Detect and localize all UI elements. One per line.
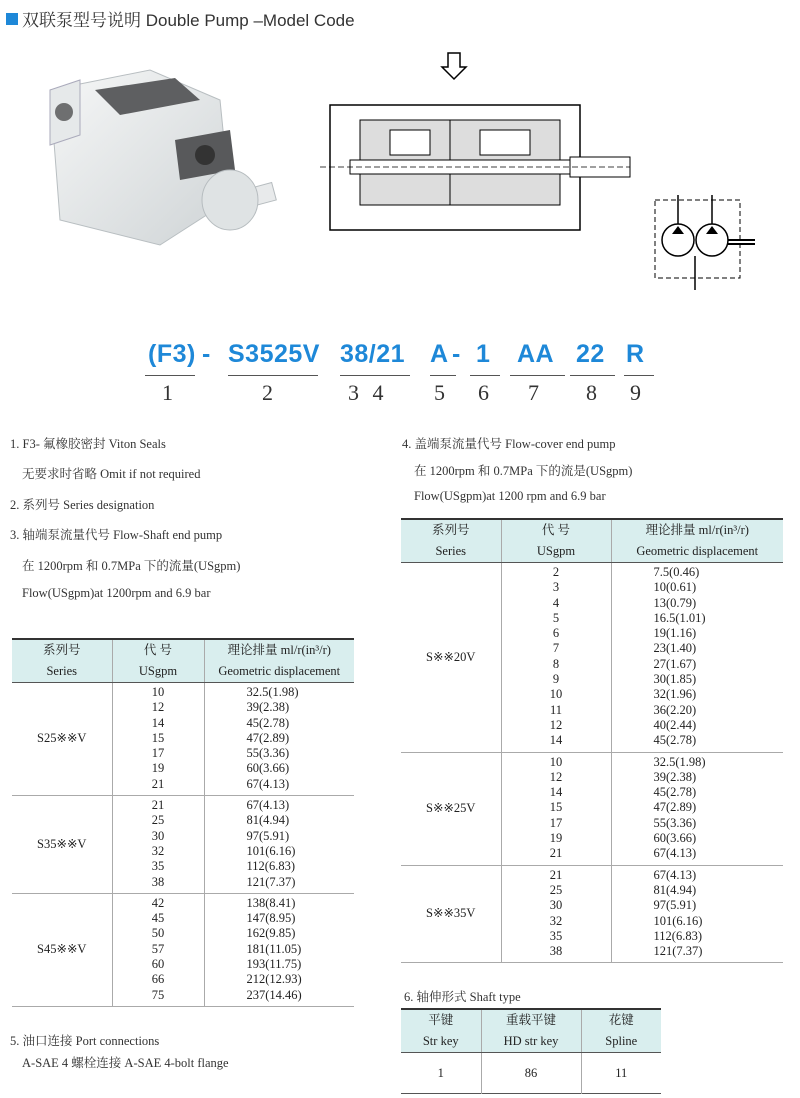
- flow-code: 57: [151, 941, 165, 956]
- displacement-value: 138(8.41): [246, 895, 296, 910]
- table-row: [401, 752, 783, 865]
- flow-code: 14: [549, 785, 563, 800]
- flow-code: 10: [549, 754, 563, 769]
- flow-code: 10: [549, 687, 563, 702]
- displacement-value: 7.5(0.46): [653, 565, 700, 579]
- series-header-cn: 系列号: [401, 519, 501, 541]
- displacement-value: 237(14.46): [246, 987, 302, 1002]
- note-2: 2. 系列号 Series designation: [10, 498, 155, 512]
- displacement-value: 60(3.66): [246, 761, 290, 776]
- displacement-value: 67(4.13): [246, 776, 290, 791]
- code-separator: -: [452, 340, 461, 368]
- shaft-value: 1: [401, 1053, 481, 1094]
- code-part-5: A: [430, 340, 449, 368]
- flow-code: 75: [151, 987, 165, 1002]
- disp-header-en: Geometric displacement: [204, 661, 354, 683]
- disp-header-cn: 理论排量 ml/r(in³/r): [204, 639, 354, 661]
- displacement-value: 32(1.96): [653, 687, 697, 702]
- flow-code: 12: [549, 717, 563, 732]
- flow-code: 30: [549, 898, 563, 913]
- disp-header-en: Geometric displacement: [611, 541, 783, 563]
- displacement-value: 32.5(1.98): [653, 754, 706, 769]
- code-header-cn: 代 号: [501, 519, 611, 541]
- shaft-header-cn: 花键: [581, 1009, 661, 1031]
- flow-code: 21: [549, 846, 563, 861]
- displacement-value: 67(4.13): [246, 798, 290, 813]
- shaft-type-table: [401, 1008, 661, 1094]
- code-part-2: S3525V: [228, 340, 320, 368]
- flow-code: 5: [552, 610, 560, 625]
- code-part-9: R: [626, 340, 645, 368]
- displacement-value: 19(1.16): [653, 626, 697, 641]
- flow-code: 19: [151, 761, 165, 776]
- shaft-header-cn: 平键: [401, 1009, 481, 1031]
- displacement-value: 67(4.13): [653, 867, 697, 882]
- flow-code: 21: [151, 798, 165, 813]
- flow-code: 25: [549, 882, 563, 897]
- note-4b: 在 1200rpm 和 0.7MPa 下的流是(USgpm): [414, 464, 633, 478]
- displacement-value: 60(3.66): [653, 831, 697, 846]
- flow-code: 3: [552, 580, 560, 595]
- displacement-value: 36(2.20): [653, 702, 697, 717]
- code-part-6: 1: [476, 340, 491, 368]
- code-part-7: AA: [517, 340, 555, 368]
- shaft-value: 86: [481, 1053, 581, 1094]
- shaft-end-flow-table: [12, 638, 354, 1007]
- flow-code: 19: [549, 831, 563, 846]
- displacement-value: 16.5(1.01): [653, 610, 706, 625]
- flow-code: 17: [549, 815, 563, 830]
- port-title: 5. 油口连接 Port connections: [10, 1034, 160, 1048]
- model-code: [140, 340, 660, 410]
- displacement-value: 45(2.78): [246, 715, 290, 730]
- flow-code: 60: [151, 957, 165, 972]
- note-1b: 无要求时省略 Omit if not required: [22, 467, 201, 481]
- displacement-value: 112(6.83): [653, 928, 702, 943]
- flow-code: 25: [151, 813, 165, 828]
- displacement-value: 101(6.16): [653, 913, 703, 928]
- flow-code: 21: [151, 776, 165, 791]
- series-name: S25※※V: [12, 683, 112, 796]
- code-index-1: 1: [162, 380, 173, 405]
- displacement-value: 47(2.89): [246, 730, 290, 745]
- displacement-value: 97(5.91): [653, 898, 697, 913]
- table-row: [12, 796, 354, 894]
- code-header-en: USgpm: [112, 661, 204, 683]
- displacement-value: 112(6.83): [246, 859, 295, 874]
- cross-section-drawing: [320, 45, 640, 245]
- displacement-value: 55(3.36): [246, 746, 290, 761]
- shaft-header-cn: 重载平键: [481, 1009, 581, 1031]
- displacement-value: 212(12.93): [246, 972, 302, 987]
- displacement-value: 23(1.40): [653, 641, 697, 656]
- series-name: S35※※V: [12, 796, 112, 894]
- flow-code: 6: [552, 626, 560, 641]
- note-4: 4. 盖端泵流量代号 Flow-cover end pump: [402, 437, 616, 451]
- hydraulic-symbol: [650, 190, 760, 300]
- code-index-2: 2: [262, 380, 273, 405]
- flow-code: 14: [549, 733, 563, 748]
- table-row: [401, 563, 783, 753]
- flow-arrow-icon: [442, 53, 466, 79]
- flow-code: 30: [151, 828, 165, 843]
- flow-code: 32: [151, 843, 165, 858]
- note-3c: Flow(USgpm)at 1200rpm and 6.9 bar: [22, 586, 211, 600]
- flow-code: 14: [151, 715, 165, 730]
- flow-code: 42: [151, 895, 165, 910]
- displacement-value: 97(5.91): [246, 828, 290, 843]
- flow-code: 9: [552, 672, 560, 687]
- series-name: S45※※V: [12, 893, 112, 1006]
- title-marker: [6, 13, 18, 25]
- code-part-8: 22: [576, 340, 605, 368]
- displacement-value: 45(2.78): [653, 785, 697, 800]
- displacement-value: 30(1.85): [653, 672, 697, 687]
- series-header-en: Series: [12, 661, 112, 683]
- displacement-value: 162(9.85): [246, 926, 296, 941]
- flow-code: 17: [151, 746, 165, 761]
- code-index-9: 9: [630, 380, 641, 405]
- shaft-type-title: 6. 轴伸形式 Shaft type: [404, 990, 521, 1004]
- port-line: A-SAE 4 螺栓连接 A-SAE 4-bolt flange: [22, 1056, 229, 1070]
- flow-code: 12: [549, 769, 563, 784]
- displacement-value: 47(2.89): [653, 800, 697, 815]
- page-title: [6, 6, 355, 31]
- flow-code: 10: [151, 685, 165, 699]
- displacement-value: 39(2.38): [246, 700, 290, 715]
- disp-header-cn: 理论排量 ml/r(in³/r): [611, 519, 783, 541]
- displacement-value: 181(11.05): [246, 941, 302, 956]
- table-row: [401, 865, 783, 963]
- flow-code: 45: [151, 911, 165, 926]
- displacement-value: 27(1.67): [653, 656, 697, 671]
- displacement-value: 101(6.16): [246, 843, 296, 858]
- series-name: S※※25V: [401, 752, 501, 865]
- flow-code: 32: [549, 913, 563, 928]
- cover-end-flow-table: [401, 518, 783, 963]
- shaft-value: 11: [615, 1066, 628, 1080]
- displacement-value: 121(7.37): [653, 944, 703, 959]
- displacement-value: 55(3.36): [653, 815, 697, 830]
- displacement-value: 193(11.75): [246, 957, 302, 972]
- code-index-8: 8: [586, 380, 597, 405]
- flow-code: 11: [549, 702, 563, 717]
- series-header-en: Series: [401, 541, 501, 563]
- code-part-3-4: 38/21: [340, 340, 406, 368]
- flow-code: 66: [151, 972, 165, 987]
- displacement-value: 147(8.95): [246, 911, 296, 926]
- flow-code: 2: [552, 565, 560, 579]
- shaft-header-en: Str key: [401, 1031, 481, 1053]
- displacement-value: 121(7.37): [246, 874, 296, 889]
- shaft-header-en: HD str key: [481, 1031, 581, 1053]
- displacement-value: 10(0.61): [653, 580, 697, 595]
- code-header-cn: 代 号: [112, 639, 204, 661]
- shaft-header-en: Spline: [581, 1031, 661, 1053]
- note-4c: Flow(USgpm)at 1200 rpm and 6.9 bar: [414, 489, 606, 503]
- page-title-text: 双联泵型号说明 Double Pump –Model Code: [22, 11, 355, 30]
- table-row: [12, 893, 354, 1006]
- flow-code: 15: [549, 800, 563, 815]
- series-header-cn: 系列号: [12, 639, 112, 661]
- displacement-value: 81(4.94): [246, 813, 290, 828]
- displacement-value: 39(2.38): [653, 769, 697, 784]
- series-name: S※※35V: [401, 865, 501, 963]
- code-separator: -: [202, 340, 211, 368]
- flow-code: 38: [151, 874, 165, 889]
- table-row: [12, 683, 354, 796]
- displacement-value: 81(4.94): [653, 882, 697, 897]
- flow-code: 50: [151, 926, 165, 941]
- code-index-3-4: 3 4: [348, 380, 384, 405]
- flow-code: 12: [151, 700, 165, 715]
- code-index-7: 7: [528, 380, 539, 405]
- flow-code: 35: [549, 928, 563, 943]
- displacement-value: 13(0.79): [653, 595, 697, 610]
- flow-code: 7: [552, 641, 560, 656]
- note-3b: 在 1200rpm 和 0.7MPa 下的流量(USgpm): [22, 559, 241, 573]
- displacement-value: 40(2.44): [653, 717, 697, 732]
- code-part-1: (F3): [148, 340, 196, 368]
- flow-code: 8: [552, 656, 560, 671]
- note-1: 1. F3- 氟橡胶密封 Viton Seals: [10, 437, 166, 451]
- displacement-value: 67(4.13): [653, 846, 697, 861]
- flow-code: 38: [549, 944, 563, 959]
- note-3: 3. 轴端泵流量代号 Flow-Shaft end pump: [10, 528, 223, 542]
- displacement-value: 32.5(1.98): [246, 685, 299, 699]
- flow-code: 15: [151, 730, 165, 745]
- displacement-value: 45(2.78): [653, 733, 697, 748]
- flow-code: 4: [552, 595, 560, 610]
- series-name: S※※20V: [401, 563, 501, 753]
- flow-code: 35: [151, 859, 165, 874]
- code-index-6: 6: [478, 380, 489, 405]
- code-index-5: 5: [434, 380, 445, 405]
- flow-code: 21: [549, 867, 563, 882]
- code-header-en: USgpm: [501, 541, 611, 563]
- pump-photo: [20, 50, 280, 260]
